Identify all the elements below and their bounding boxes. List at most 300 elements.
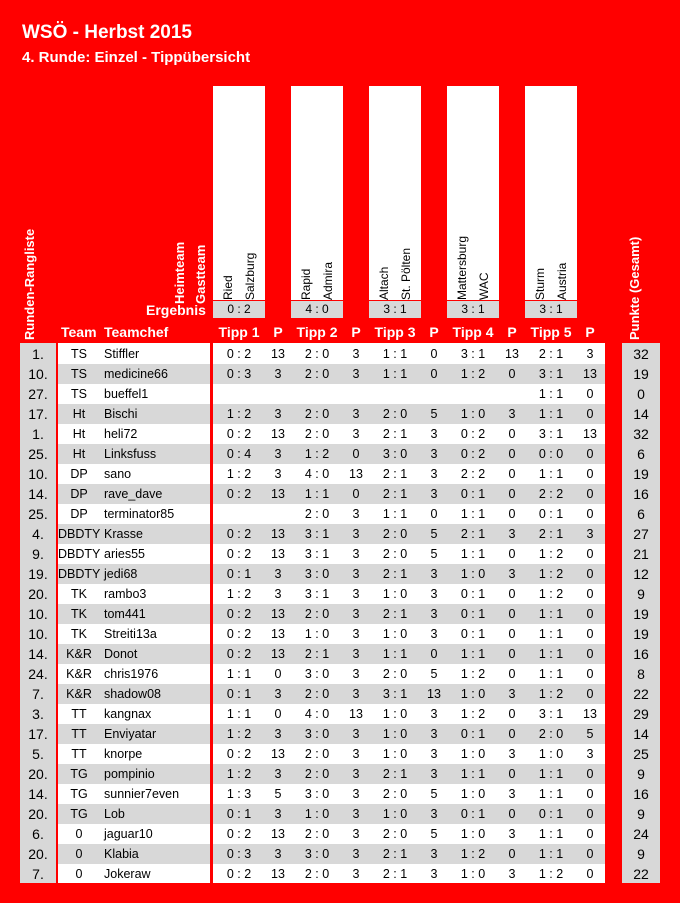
teamchef-cell: chris1976	[104, 667, 159, 681]
points-cell: 13	[271, 867, 285, 881]
tipp-cell: 1 : 1	[538, 767, 564, 781]
tipp-cell: 0 : 1	[538, 807, 564, 821]
tipp-cell: 2 : 0	[382, 407, 408, 421]
points-cell: 3	[274, 767, 282, 781]
points-cell: 3	[430, 867, 438, 881]
rank-cell: 25.	[28, 446, 48, 462]
home-team: Altach	[377, 266, 391, 300]
tipp-cell: 2 : 0	[382, 787, 408, 801]
tipp-cell: 2 : 0	[304, 427, 330, 441]
tipp-cell: 2 : 1	[382, 607, 408, 621]
result-value: 3 : 1	[369, 301, 421, 318]
tipp-cell: 2 : 0	[304, 347, 330, 361]
total-cell: 32	[633, 426, 649, 442]
total-cell: 22	[633, 686, 649, 702]
team-cell: TT	[71, 707, 87, 721]
rank-cell: 14.	[28, 646, 48, 662]
points-cell: 0	[430, 347, 438, 361]
teamchef-cell: shadow08	[104, 687, 161, 701]
points-cell: 0	[586, 447, 594, 461]
points-cell: 3	[352, 667, 360, 681]
tipp-cell: 1 : 1	[538, 847, 564, 861]
tipp-cell: 2 : 0	[538, 727, 564, 741]
tipp-cell: 0 : 1	[538, 507, 564, 521]
tipp-header: Tipp 4	[452, 324, 494, 340]
points-cell: 3	[430, 427, 438, 441]
tipp-cell: 0 : 1	[226, 807, 252, 821]
points-cell: 0	[586, 627, 594, 641]
points-cell: 3	[430, 607, 438, 621]
teamchef-cell: sunnier7even	[104, 787, 180, 801]
points-cell: 3	[352, 347, 360, 361]
points-cell: 3	[352, 687, 360, 701]
tipp-cell: 2 : 1	[538, 347, 564, 361]
teamchef-cell: tom441	[104, 607, 146, 621]
points-cell: 3	[352, 727, 360, 741]
total-cell: 9	[637, 806, 645, 822]
points-cell: 0	[586, 587, 594, 601]
total-cell: 25	[633, 746, 649, 762]
tipp-cell: 2 : 0	[304, 507, 330, 521]
tipp-cell: 1 : 0	[460, 567, 486, 581]
points-cell: 3	[352, 527, 360, 541]
points-cell: 13	[349, 467, 363, 481]
teamchef-cell: Lob	[104, 807, 125, 821]
tipp-cell: 2 : 1	[538, 527, 564, 541]
points-cell: 3	[586, 527, 594, 541]
points-cell: 0	[586, 487, 594, 501]
tipp-cell: 0 : 2	[226, 827, 252, 841]
points-cell: 3	[352, 627, 360, 641]
teamchef-cell: kangnax	[104, 707, 152, 721]
points-cell: 3	[430, 807, 438, 821]
tipp-cell: 0 : 2	[226, 527, 252, 541]
tipp-cell: 2 : 0	[382, 547, 408, 561]
points-cell: 3	[274, 847, 282, 861]
tipp-cell: 1 : 1	[538, 827, 564, 841]
total-cell: 19	[633, 466, 649, 482]
points-cell: 0	[508, 667, 516, 681]
tipp-cell: 3 : 0	[382, 447, 408, 461]
points-cell: 13	[271, 627, 285, 641]
tipp-cell: 2 : 0	[304, 407, 330, 421]
tipp-cell: 2 : 2	[460, 467, 486, 481]
tipp-cell: 1 : 1	[226, 667, 252, 681]
points-cell: 0	[586, 607, 594, 621]
points-cell: 0	[586, 847, 594, 861]
points-cell: 13	[583, 427, 597, 441]
teamchef-cell: terminator85	[104, 507, 175, 521]
tipp-cell: 0 : 3	[226, 367, 252, 381]
team-cell: TS	[71, 387, 87, 401]
rank-cell: 17.	[28, 726, 48, 742]
total-cell: 9	[637, 586, 645, 602]
teamchef-cell: medicine66	[104, 367, 168, 381]
points-cell	[499, 384, 525, 404]
points-cell: 13	[271, 527, 285, 541]
tipp-cell: 1 : 0	[460, 867, 486, 881]
tipp-cell	[291, 384, 343, 404]
tipp-cell	[213, 384, 265, 404]
p-header: P	[585, 324, 595, 340]
points-cell: 0	[430, 647, 438, 661]
points-cell: 3	[352, 787, 360, 801]
teamchef-cell: Donot	[104, 647, 138, 661]
team-cell: TK	[71, 607, 87, 621]
points-cell: 0	[586, 687, 594, 701]
team-cell: DP	[70, 507, 88, 521]
points-cell: 5	[430, 667, 438, 681]
teamchef-cell: pompinio	[104, 767, 155, 781]
points-cell	[343, 384, 369, 404]
teamchef-cell: Bischi	[104, 407, 138, 421]
tipp-cell: 0 : 2	[226, 867, 252, 881]
tipp-cell: 2 : 0	[304, 607, 330, 621]
tipp-cell: 3 : 1	[538, 367, 564, 381]
points-cell: 0	[586, 547, 594, 561]
tipp-cell: 2 : 0	[304, 367, 330, 381]
points-cell: 0	[586, 647, 594, 661]
team-cell: TT	[71, 727, 87, 741]
teamchef-cell: rambo3	[104, 587, 147, 601]
tipp-cell: 2 : 0	[304, 687, 330, 701]
tipp-cell: 0 : 2	[226, 647, 252, 661]
points-cell: 0	[508, 447, 516, 461]
tipp-cell: 1 : 1	[538, 407, 564, 421]
points-cell: 0	[586, 867, 594, 881]
page-title: WSÖ - Herbst 2015	[22, 22, 192, 43]
tipp-cell: 0 : 1	[460, 587, 486, 601]
rank-cell: 14.	[28, 786, 48, 802]
total-cell: 9	[637, 846, 645, 862]
points-cell: 0	[586, 567, 594, 581]
points-cell: 0	[508, 427, 516, 441]
tipp-cell	[369, 384, 421, 404]
tipp-cell: 1 : 0	[460, 747, 486, 761]
tipp-cell: 0 : 2	[226, 427, 252, 441]
rank-cell: 4.	[32, 526, 44, 542]
tipp-cell: 1 : 0	[382, 627, 408, 641]
points-cell: 3	[352, 827, 360, 841]
points-cell: 3	[274, 467, 282, 481]
tipp-cell: 1 : 2	[460, 667, 486, 681]
tipp-cell: 3 : 0	[304, 787, 330, 801]
total-cell: 27	[633, 526, 649, 542]
p-header: P	[429, 324, 439, 340]
tipp-cell: 1 : 2	[538, 867, 564, 881]
p-header: P	[273, 324, 283, 340]
points-cell: 3	[352, 767, 360, 781]
points-cell: 0	[508, 707, 516, 721]
points-cell: 3	[430, 847, 438, 861]
points-cell: 0	[508, 767, 516, 781]
points-cell: 13	[505, 347, 519, 361]
points-cell: 3	[352, 567, 360, 581]
total-cell: 32	[633, 346, 649, 362]
tipp-cell: 2 : 1	[382, 567, 408, 581]
result-value: 3 : 1	[447, 301, 499, 318]
tipp-cell: 3 : 0	[304, 567, 330, 581]
rank-cell: 27.	[28, 386, 48, 402]
tipp-cell: 2 : 1	[382, 427, 408, 441]
teamchef-cell: Jokeraw	[104, 867, 151, 881]
team-cell: TK	[71, 587, 87, 601]
p-header: P	[507, 324, 517, 340]
team-cell: K&R	[66, 667, 92, 681]
tipp-cell: 1 : 0	[382, 747, 408, 761]
teamchef-cell: heli72	[104, 427, 138, 441]
points-cell: 0	[586, 467, 594, 481]
points-cell: 5	[430, 407, 438, 421]
points-cell: 13	[427, 687, 441, 701]
tipp-cell: 0 : 2	[226, 607, 252, 621]
tipp-cell: 4 : 0	[304, 707, 330, 721]
tipp-cell: 2 : 1	[460, 527, 486, 541]
total-cell: 16	[633, 486, 649, 502]
points-cell: 3	[430, 487, 438, 501]
points-cell: 5	[430, 787, 438, 801]
tipp-cell: 3 : 1	[304, 587, 330, 601]
tipp-cell: 2 : 0	[382, 667, 408, 681]
tipp-cell: 1 : 0	[382, 807, 408, 821]
rank-cell: 20.	[28, 586, 48, 602]
tipp-cell: 0 : 1	[226, 687, 252, 701]
rank-cell: 25.	[28, 506, 48, 522]
rank-cell: 7.	[32, 686, 44, 702]
p-header: P	[351, 324, 361, 340]
team-header: Team	[61, 324, 97, 340]
points-cell: 13	[271, 547, 285, 561]
points-cell: 3	[274, 567, 282, 581]
tipp-cell: 1 : 1	[460, 767, 486, 781]
tipp-cell: 1 : 1	[382, 367, 408, 381]
rank-cell: 24.	[28, 666, 48, 682]
tipp-cell: 1 : 0	[460, 687, 486, 701]
points-cell: 0	[430, 367, 438, 381]
tipp-cell: 1 : 0	[304, 807, 330, 821]
points-cell: 13	[349, 707, 363, 721]
tipp-cell: 1 : 1	[538, 627, 564, 641]
points-cell: 3	[508, 407, 516, 421]
tipp-cell: 1 : 0	[460, 827, 486, 841]
tipp-cell: 1 : 1	[538, 467, 564, 481]
points-cell: 3	[274, 447, 282, 461]
tipp-cell: 1 : 1	[538, 667, 564, 681]
total-cell: 29	[633, 706, 649, 722]
tipp-cell: 2 : 1	[382, 487, 408, 501]
tipp-cell: 1 : 2	[538, 587, 564, 601]
points-cell: 3	[274, 687, 282, 701]
points-cell: 0	[508, 727, 516, 741]
tipp-cell: 1 : 1	[304, 487, 330, 501]
points-cell: 13	[271, 747, 285, 761]
tipp-header: Tipp 1	[218, 324, 260, 340]
tipp-cell: 0 : 2	[460, 427, 486, 441]
teamchef-cell: rave_dave	[104, 487, 163, 501]
teamchef-cell: Krasse	[104, 527, 143, 541]
tipp-cell: 2 : 1	[382, 867, 408, 881]
team-cell: TG	[70, 807, 88, 821]
team-cell: DBDTY	[58, 527, 101, 541]
tipp-cell: 3 : 0	[304, 727, 330, 741]
tipp-cell: 3 : 1	[382, 687, 408, 701]
tipp-cell: 0 : 1	[226, 567, 252, 581]
points-cell: 0	[508, 627, 516, 641]
tipp-cell: 3 : 1	[304, 527, 330, 541]
tipp-cell: 1 : 0	[460, 407, 486, 421]
points-cell: 13	[583, 707, 597, 721]
away-team: WAC	[477, 272, 491, 300]
tipp-cell: 1 : 2	[538, 687, 564, 701]
rank-cell: 1.	[32, 426, 44, 442]
points-cell	[265, 384, 291, 404]
rank-cell: 20.	[28, 766, 48, 782]
points-cell: 3	[352, 427, 360, 441]
total-cell: 9	[637, 766, 645, 782]
rank-cell: 19.	[28, 566, 48, 582]
tipp-cell: 1 : 0	[382, 707, 408, 721]
tipp-cell: 0 : 0	[538, 447, 564, 461]
teamchef-cell: Linksfuss	[104, 447, 157, 461]
tipp-cell: 1 : 1	[460, 547, 486, 561]
points-cell: 3	[430, 567, 438, 581]
tipp-cell: 2 : 0	[304, 747, 330, 761]
points-cell: 3	[508, 827, 516, 841]
points-cell: 3	[430, 727, 438, 741]
tipp-cell	[447, 384, 499, 404]
points-cell: 3	[352, 407, 360, 421]
home-team: Ried	[221, 275, 235, 300]
points-cell: 0	[508, 807, 516, 821]
tipp-cell: 0 : 1	[460, 627, 486, 641]
tipp-cell: 1 : 2	[226, 767, 252, 781]
points-cell: 3	[274, 407, 282, 421]
tipp-cell: 0 : 2	[460, 447, 486, 461]
points-cell: 0	[586, 507, 594, 521]
points-cell: 3	[508, 527, 516, 541]
points-cell	[265, 504, 291, 524]
points-cell: 0	[352, 447, 360, 461]
teamchef-cell: Enviyatar	[104, 727, 157, 741]
points-cell: 5	[586, 727, 594, 741]
team-cell: TS	[71, 347, 87, 361]
points-cell: 3	[352, 607, 360, 621]
points-cell: 0	[508, 647, 516, 661]
teamchef-cell: sano	[104, 467, 132, 481]
tipp-cell: 1 : 0	[382, 587, 408, 601]
points-cell: 3	[430, 587, 438, 601]
tipp-cell: 2 : 0	[304, 867, 330, 881]
points-cell: 0	[508, 487, 516, 501]
tipp-cell: 3 : 0	[304, 847, 330, 861]
tipp-cell: 2 : 1	[382, 467, 408, 481]
gastteam-label: Gastteam	[193, 244, 208, 304]
points-cell: 0	[274, 707, 282, 721]
points-cell: 3	[586, 347, 594, 361]
points-cell: 3	[508, 867, 516, 881]
tipp-cell: 3 : 1	[538, 707, 564, 721]
rank-cell: 10.	[28, 606, 48, 622]
total-cell: 12	[633, 566, 649, 582]
tipp-cell: 1 : 2	[226, 407, 252, 421]
tipp-cell: 2 : 1	[382, 847, 408, 861]
points-cell: 0	[586, 807, 594, 821]
tipp-cell: 1 : 1	[226, 707, 252, 721]
tipp-cell: 0 : 1	[460, 607, 486, 621]
punkte-label: Punkte (Gesamt)	[627, 236, 642, 340]
tipp-cell: 0 : 2	[226, 627, 252, 641]
team-cell: Ht	[72, 427, 86, 441]
rank-cell: 5.	[32, 746, 44, 762]
points-cell: 0	[430, 507, 438, 521]
teamchef-cell: Stiffler	[104, 347, 140, 361]
points-cell: 0	[508, 547, 516, 561]
away-team: Austria	[555, 262, 569, 300]
points-cell: 3	[508, 567, 516, 581]
tipp-cell: 1 : 2	[226, 467, 252, 481]
points-cell: 5	[430, 527, 438, 541]
tipp-cell: 1 : 2	[538, 547, 564, 561]
total-cell: 6	[637, 446, 645, 462]
points-cell: 3	[352, 507, 360, 521]
total-cell: 19	[633, 606, 649, 622]
tipp-cell: 1 : 0	[460, 787, 486, 801]
tipp-cell: 2 : 0	[382, 527, 408, 541]
tipp-cell: 1 : 2	[538, 567, 564, 581]
points-cell: 0	[274, 667, 282, 681]
teamchef-cell: knorpe	[104, 747, 143, 761]
tipp-cell: 4 : 0	[304, 467, 330, 481]
tipp-cell: 1 : 2	[460, 847, 486, 861]
teamchef-cell: Streiti13a	[104, 627, 157, 641]
total-cell: 8	[637, 666, 645, 682]
away-team: Salzburg	[243, 252, 257, 300]
team-cell: TG	[70, 767, 88, 781]
tipp-cell: 1 : 1	[538, 787, 564, 801]
points-cell: 0	[508, 507, 516, 521]
tipp-cell: 1 : 3	[226, 787, 252, 801]
points-cell: 13	[271, 487, 285, 501]
points-cell: 13	[271, 647, 285, 661]
points-cell: 5	[430, 547, 438, 561]
rank-cell: 14.	[28, 486, 48, 502]
tipp-cell: 0 : 2	[226, 747, 252, 761]
teamchef-cell: aries55	[104, 547, 145, 561]
points-cell: 0	[508, 467, 516, 481]
teamchef-cell: jedi68	[104, 567, 138, 581]
points-cell	[421, 384, 447, 404]
tipp-cell: 2 : 0	[304, 827, 330, 841]
points-cell: 3	[586, 747, 594, 761]
tipp-cell: 1 : 2	[226, 587, 252, 601]
total-cell: 14	[633, 406, 649, 422]
tipp-cell: 1 : 0	[304, 627, 330, 641]
away-team: St. Pölten	[399, 247, 413, 300]
points-cell: 3	[352, 547, 360, 561]
rank-cell: 7.	[32, 866, 44, 882]
tipp-cell: 0 : 4	[226, 447, 252, 461]
team-cell: K&R	[66, 647, 92, 661]
tipp-cell: 0 : 2	[226, 347, 252, 361]
tipp-cell: 1 : 2	[226, 727, 252, 741]
total-cell: 22	[633, 866, 649, 882]
team-cell: 0	[75, 827, 83, 841]
teamchef-cell: jaguar10	[104, 827, 153, 841]
points-cell: 3	[430, 467, 438, 481]
points-cell: 3	[430, 767, 438, 781]
points-cell: 3	[430, 747, 438, 761]
points-cell: 3	[274, 727, 282, 741]
